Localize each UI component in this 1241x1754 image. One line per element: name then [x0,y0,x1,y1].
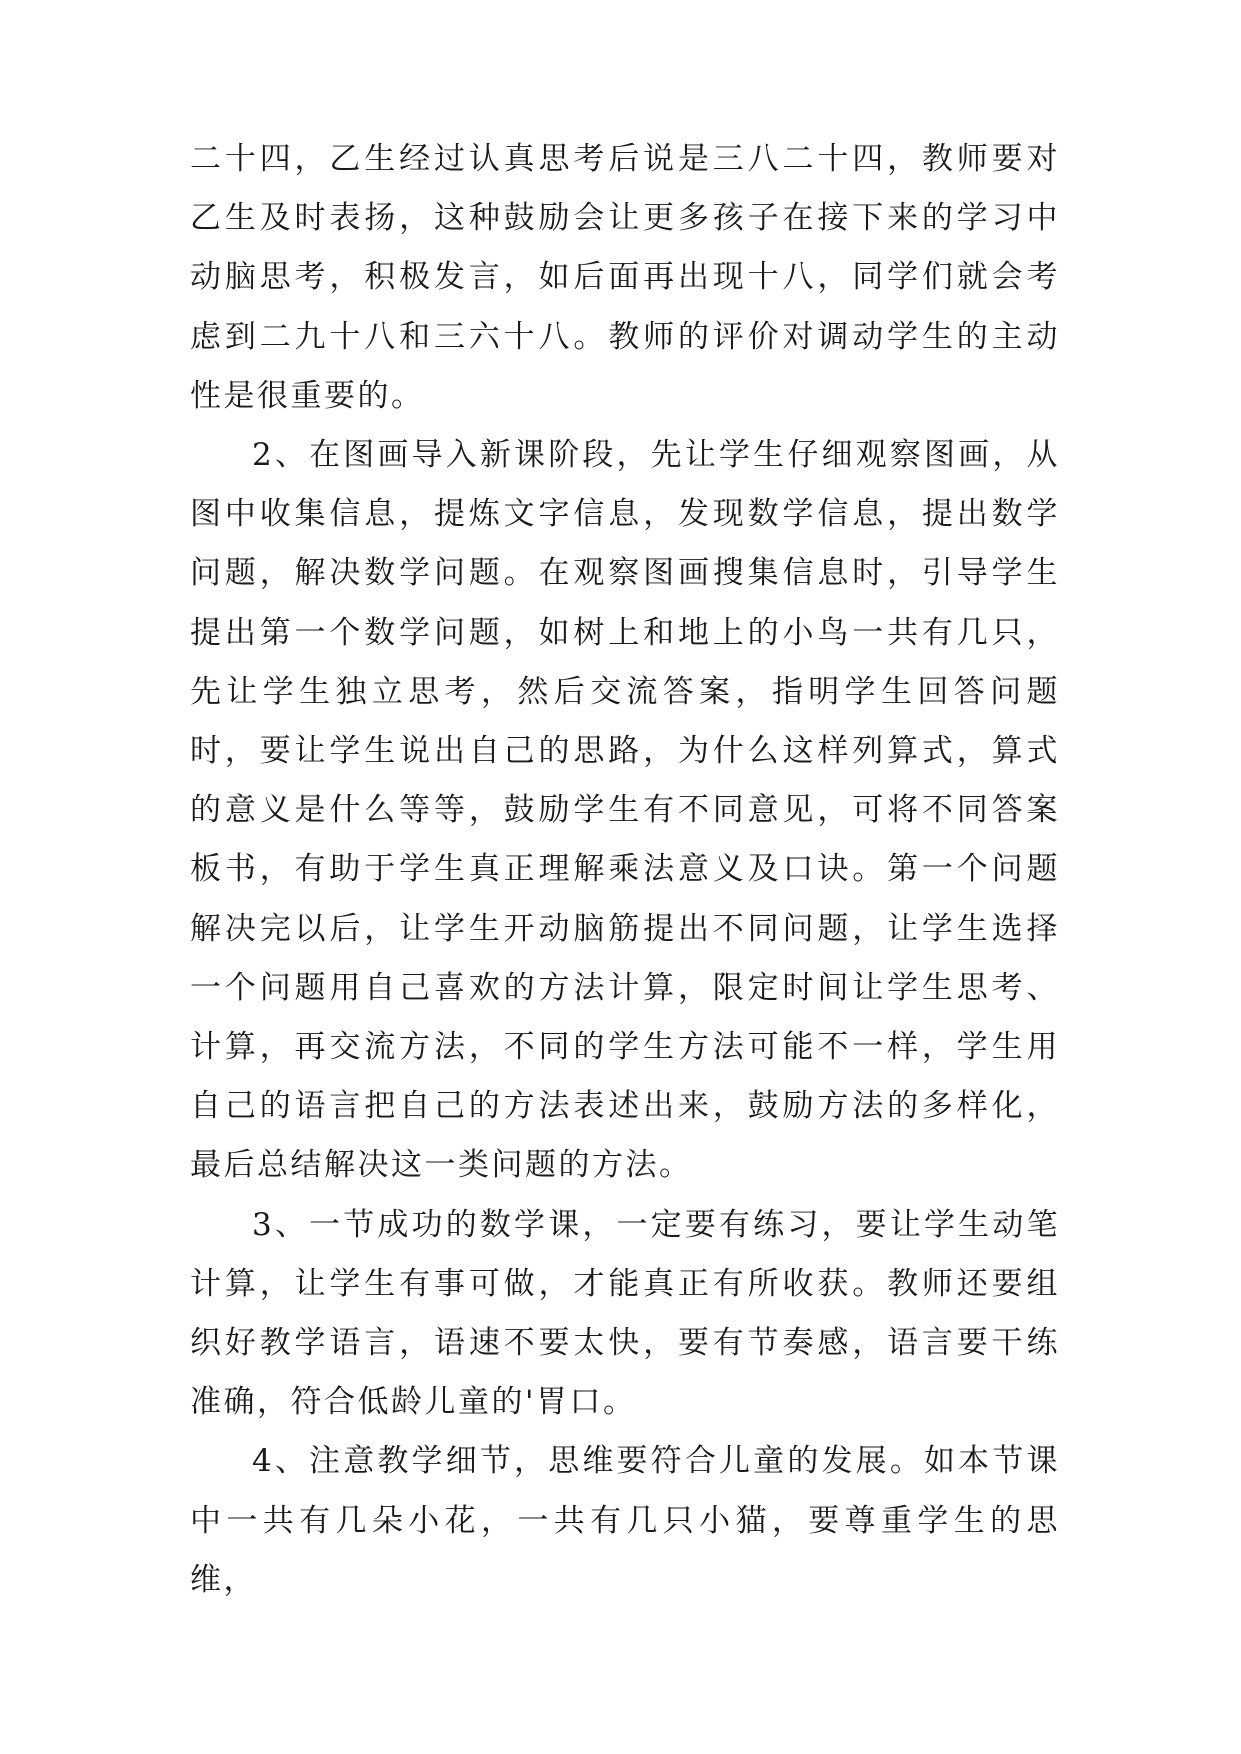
paragraph-point-4: 4、注意教学细节，思维要符合儿童的发展。如本节课中一共有几朵小花，一共有几只小猫，要尊重学生的思维， [190,1443,1060,1598]
document-body [190,130,1060,1610]
paragraph-continuation: 二十四，乙生经过认真思考后说是三八二十四，教师要对乙生及时表扬，这种鼓励会让更多孩子在接下来的学习中动脑思考，积极发言，如后面再出现十八，同学们就会考虑到二九十八和三六十八。教师的评价对调动学生的主动性是很重要的。 [190,141,1060,414]
paragraph-point-3: 3、一节成功的数学课，一定要有练习，要让学生动笔计算，让学生有事可做，才能真正有所收获。教师还要组织好教学语言，语速不要太快，要有节奏感，语言要干练准确，符合低龄儿童的'胃口。 [190,1206,1060,1421]
paragraph-point-2: 2、在图画导入新课阶段，先让学生仔细观察图画，从图中收集信息，提炼文字信息，发现数学信息，提出数学问题，解决数学问题。在观察图画搜集信息时，引导学生提出第一个数学问题，如树上和地上的小鸟一共有几只，先让学生独立思考，然后交流答案，指明学生回答问题时，要让学生说出自己的思路，为什么这样列算式，算式的意义是什么等等，鼓励学生有不同意见，可将不同答案板书，有助于学生真正理解乘法意义及口诀。第一个问题解决完以后，让学生开动脑筋提出不同问题，让学生选择一个问题用自己喜欢的方法计算，限定时间让学生思考、计算，再交流方法，不同的学生方法可能不一样，学生用自己的语言把自己的方法表述出来，鼓励方法的多样化，最后总结解决这一类问题的方法。 [190,437,1060,1184]
